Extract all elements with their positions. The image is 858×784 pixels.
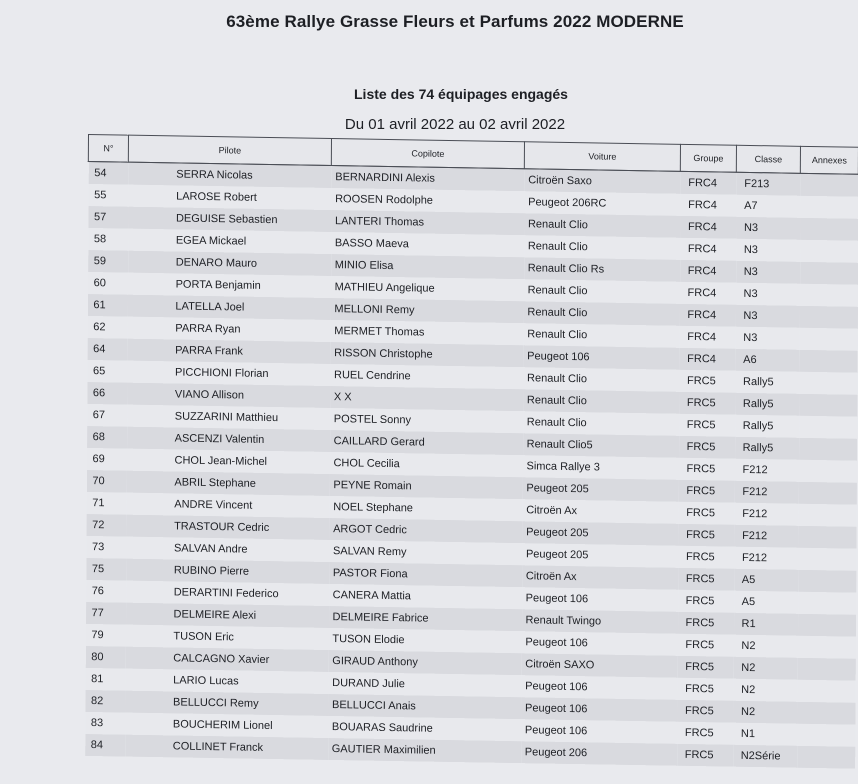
cell-annexes [797, 702, 855, 725]
cell-voiture: Peugeot 205 [522, 521, 678, 546]
cell-voiture: Renault Clio [523, 301, 679, 326]
cell-num: 68 [87, 426, 127, 449]
cell-pilote: DELMEIRE Alexi [126, 603, 329, 628]
cell-groupe: FRC5 [677, 722, 733, 745]
cell-groupe: FRC4 [680, 238, 736, 261]
cell-copilote: BASSO Maeva [331, 232, 524, 257]
cell-copilote: BOUARAS Saudrine [328, 716, 521, 741]
cell-num: 79 [85, 624, 125, 647]
cell-copilote: DELMEIRE Fabrice [329, 606, 522, 631]
cell-pilote: PORTA Benjamin [128, 273, 331, 298]
cell-pilote: ASCENZI Valentin [127, 427, 330, 452]
cell-copilote: X X [330, 386, 523, 411]
cell-pilote: LAROSE Robert [128, 185, 331, 210]
cell-groupe: FRC5 [677, 656, 733, 679]
cell-annexes [797, 724, 855, 747]
cell-copilote: CANERA Mattia [329, 584, 522, 609]
cell-pilote: DEGUISE Sebastien [128, 207, 331, 232]
cell-classe: A5 [734, 591, 798, 614]
cell-annexes [800, 240, 858, 263]
cell-copilote: NOEL Stephane [329, 496, 522, 521]
cell-num: 80 [85, 646, 125, 669]
cell-groupe: FRC5 [678, 502, 734, 525]
cell-classe: N2Série [733, 745, 797, 768]
cell-pilote: CHOL Jean-Michel [126, 449, 329, 474]
cell-copilote: GAUTIER Maximilien [328, 738, 521, 763]
cell-voiture: Peugeot 106 [521, 719, 677, 744]
column-header-voiture: Voiture [524, 142, 680, 172]
cell-groupe: FRC5 [677, 634, 733, 657]
cell-pilote: EGEA Mickael [128, 229, 331, 254]
column-header-classe: Classe [736, 145, 800, 173]
cell-annexes [799, 328, 857, 351]
cell-copilote: BELLUCCI Anais [328, 694, 521, 719]
cell-voiture: Peugeot 206 [521, 741, 677, 766]
cell-voiture: Simca Rallye 3 [522, 455, 678, 480]
cell-annexes [800, 196, 858, 219]
cell-num: 75 [86, 558, 126, 581]
cell-num: 61 [87, 294, 127, 317]
cell-voiture: Renault Clio Rs [524, 257, 680, 282]
cell-groupe: FRC5 [678, 590, 734, 613]
cell-num: 62 [87, 316, 127, 339]
cell-classe: N3 [736, 217, 800, 240]
cell-groupe: FRC4 [680, 194, 736, 217]
cell-classe: A6 [735, 349, 799, 372]
cell-num: 54 [88, 162, 128, 185]
cell-classe: F212 [734, 525, 798, 548]
column-header-num: N° [88, 135, 128, 163]
cell-classe: N3 [736, 239, 800, 262]
cell-classe: R1 [733, 613, 797, 636]
cell-copilote: CHOL Cecilia [329, 452, 522, 477]
cell-pilote: SERRA Nicolas [128, 162, 331, 188]
cell-copilote: CAILLARD Gerard [330, 430, 523, 455]
cell-num: 81 [85, 668, 125, 691]
cell-groupe: FRC5 [679, 436, 735, 459]
cell-pilote: CALCAGNO Xavier [125, 647, 328, 672]
cell-copilote: LANTERI Thomas [331, 210, 524, 235]
cell-voiture: Peugeot 106 [522, 587, 678, 612]
cell-num: 73 [86, 536, 126, 559]
cell-copilote: ARGOT Cedric [329, 518, 522, 543]
cell-voiture: Peugeot 205 [522, 477, 678, 502]
cell-groupe: FRC4 [679, 348, 735, 371]
cell-voiture: Citroën Ax [522, 565, 678, 590]
cell-groupe: FRC4 [680, 216, 736, 239]
page-title: 63ème Rallye Grasse Fleurs et Parfums 2022 MODERNE [226, 12, 684, 31]
cell-groupe: FRC4 [679, 304, 735, 327]
cell-copilote: MINIO Elisa [331, 254, 524, 279]
cell-pilote: RUBINO Pierre [126, 559, 329, 584]
cell-num: 65 [87, 360, 127, 383]
cell-voiture: Renault Clio [523, 367, 679, 392]
cell-annexes [797, 680, 855, 703]
cell-classe: A7 [736, 195, 800, 218]
cell-groupe: FRC5 [677, 612, 733, 635]
cell-pilote: SUZZARINI Matthieu [127, 405, 330, 430]
cell-pilote: LARIO Lucas [125, 669, 328, 694]
cell-voiture: Renault Clio [524, 279, 680, 304]
cell-num: 76 [86, 580, 126, 603]
event-dates: Du 01 avril 2022 au 02 avril 2022 [344, 116, 566, 133]
entries-table [84, 134, 858, 769]
cell-classe: Rally5 [735, 393, 799, 416]
cell-num: 71 [86, 492, 126, 515]
cell-groupe: FRC4 [679, 326, 735, 349]
cell-groupe: FRC4 [680, 260, 736, 283]
cell-groupe: FRC5 [679, 392, 735, 415]
cell-classe: N3 [736, 283, 800, 306]
cell-groupe: FRC5 [678, 524, 734, 547]
cell-copilote: BERNARDINI Alexis [331, 166, 524, 192]
cell-copilote: GIRAUD Anthony [328, 650, 521, 675]
cell-voiture: Peugeot 206RC [524, 191, 680, 216]
cell-annexes [799, 416, 857, 439]
cell-classe: F212 [734, 503, 798, 526]
cell-annexes [798, 548, 856, 571]
cell-pilote: SALVAN Andre [126, 537, 329, 562]
cell-annexes [798, 570, 856, 593]
cell-copilote: SALVAN Remy [329, 540, 522, 565]
cell-annexes [799, 394, 857, 417]
cell-annexes [800, 262, 858, 285]
cell-annexes [797, 636, 855, 659]
cell-voiture: Renault Clio [523, 389, 679, 414]
cell-copilote: PEYNE Romain [329, 474, 522, 499]
cell-annexes [798, 482, 856, 505]
column-header-groupe: Groupe [680, 144, 736, 172]
cell-copilote: ROOSEN Rodolphe [331, 188, 524, 213]
cell-groupe: FRC5 [677, 678, 733, 701]
cell-groupe: FRC5 [678, 458, 734, 481]
cell-pilote: BELLUCCI Remy [125, 691, 328, 716]
cell-groupe: FRC5 [677, 700, 733, 723]
cell-groupe: FRC5 [679, 370, 735, 393]
cell-classe: Rally5 [735, 415, 799, 438]
cell-num: 55 [88, 184, 128, 207]
table-body [85, 162, 858, 769]
cell-annexes [797, 658, 855, 681]
cell-voiture: Citroën Saxo [524, 169, 680, 194]
cell-groupe: FRC5 [679, 414, 735, 437]
cell-groupe: FRC5 [678, 480, 734, 503]
cell-classe: N1 [733, 723, 797, 746]
cell-annexes [799, 438, 857, 461]
cell-pilote: LATELLA Joel [127, 295, 330, 320]
cell-classe: N3 [735, 327, 799, 350]
cell-annexes [798, 526, 856, 549]
cell-classe: Rally5 [735, 371, 799, 394]
cell-num: 82 [85, 690, 125, 713]
cell-voiture: Peugeot 205 [522, 543, 678, 568]
cell-annexes [798, 592, 856, 615]
cell-num: 70 [86, 470, 126, 493]
cell-num: 58 [88, 228, 128, 251]
cell-copilote: PASTOR Fiona [329, 562, 522, 587]
cell-annexes [800, 173, 858, 196]
cell-pilote: BOUCHERIM Lionel [125, 713, 328, 738]
cell-pilote: PICCHIONI Florian [127, 361, 330, 386]
cell-pilote: TRASTOUR Cedric [126, 515, 329, 540]
cell-num: 69 [86, 448, 126, 471]
cell-annexes [800, 218, 858, 241]
cell-copilote: MATHIEU Angelique [331, 276, 524, 301]
cell-groupe: FRC4 [680, 282, 736, 305]
cell-copilote: RISSON Christophe [330, 342, 523, 367]
cell-annexes [797, 614, 855, 637]
cell-pilote: TUSON Eric [125, 625, 328, 650]
cell-copilote: TUSON Elodie [328, 628, 521, 653]
cell-num: 67 [87, 404, 127, 427]
cell-pilote: ANDRE Vincent [126, 493, 329, 518]
column-header-pilote: Pilote [128, 135, 331, 165]
cell-copilote: MERMET Thomas [330, 320, 523, 345]
cell-classe: N3 [736, 261, 800, 284]
cell-classe: F212 [734, 547, 798, 570]
cell-num: 66 [87, 382, 127, 405]
cell-groupe: FRC4 [680, 171, 736, 194]
cell-copilote: POSTEL Sonny [330, 408, 523, 433]
cell-num: 72 [86, 514, 126, 537]
cell-groupe: FRC5 [677, 744, 733, 767]
cell-voiture: Citroën Ax [522, 499, 678, 524]
cell-annexes [800, 284, 858, 307]
cell-voiture: Peugeot 106 [521, 631, 677, 656]
cell-pilote: ABRIL Stephane [126, 471, 329, 496]
cell-voiture: Peugeot 106 [523, 345, 679, 370]
cell-groupe: FRC5 [678, 546, 734, 569]
cell-classe: A5 [734, 569, 798, 592]
cell-voiture: Renault Twingo [521, 609, 677, 634]
cell-annexes [797, 746, 855, 769]
cell-classe: F212 [734, 481, 798, 504]
cell-classe: N2 [733, 701, 797, 724]
cell-groupe: FRC5 [678, 568, 734, 591]
cell-pilote: COLLINET Franck [125, 735, 328, 760]
cell-pilote: PARRA Ryan [127, 317, 330, 342]
column-header-copilote: Copilote [331, 139, 524, 169]
cell-num: 77 [86, 602, 126, 625]
cell-annexes [799, 350, 857, 373]
cell-voiture: Citroën SAXO [521, 653, 677, 678]
cell-pilote: DENARO Mauro [128, 251, 331, 276]
cell-num: 60 [88, 272, 128, 295]
cell-voiture: Renault Clio5 [523, 433, 679, 458]
cell-classe: F213 [736, 172, 800, 196]
cell-annexes [798, 460, 856, 483]
cell-voiture: Renault Clio [524, 213, 680, 238]
cell-annexes [798, 504, 856, 527]
cell-num: 57 [88, 206, 128, 229]
cell-copilote: RUEL Cendrine [330, 364, 523, 389]
cell-copilote: DURAND Julie [328, 672, 521, 697]
cell-classe: N2 [733, 657, 797, 680]
cell-classe: N3 [735, 305, 799, 328]
cell-voiture: Renault Clio [523, 323, 679, 348]
cell-voiture: Peugeot 106 [521, 697, 677, 722]
cell-pilote: PARRA Frank [127, 339, 330, 364]
cell-classe: Rally5 [735, 437, 799, 460]
cell-num: 64 [87, 338, 127, 361]
cell-classe: N2 [733, 635, 797, 658]
cell-num: 59 [88, 250, 128, 273]
cell-pilote: DERARTINI Federico [126, 581, 329, 606]
cell-classe: N2 [733, 679, 797, 702]
cell-voiture: Renault Clio [523, 411, 679, 436]
cell-classe: F212 [734, 459, 798, 482]
cell-copilote: MELLONI Remy [330, 298, 523, 323]
cell-annexes [799, 372, 857, 395]
cell-num: 84 [85, 734, 125, 757]
page-subtitle: Liste des 74 équipages engagés [354, 86, 568, 102]
cell-num: 83 [85, 712, 125, 735]
cell-voiture: Peugeot 106 [521, 675, 677, 700]
column-header-annexes: Annexes [800, 146, 858, 174]
cell-pilote: VIANO Allison [127, 383, 330, 408]
cell-annexes [799, 306, 857, 329]
cell-voiture: Renault Clio [524, 235, 680, 260]
